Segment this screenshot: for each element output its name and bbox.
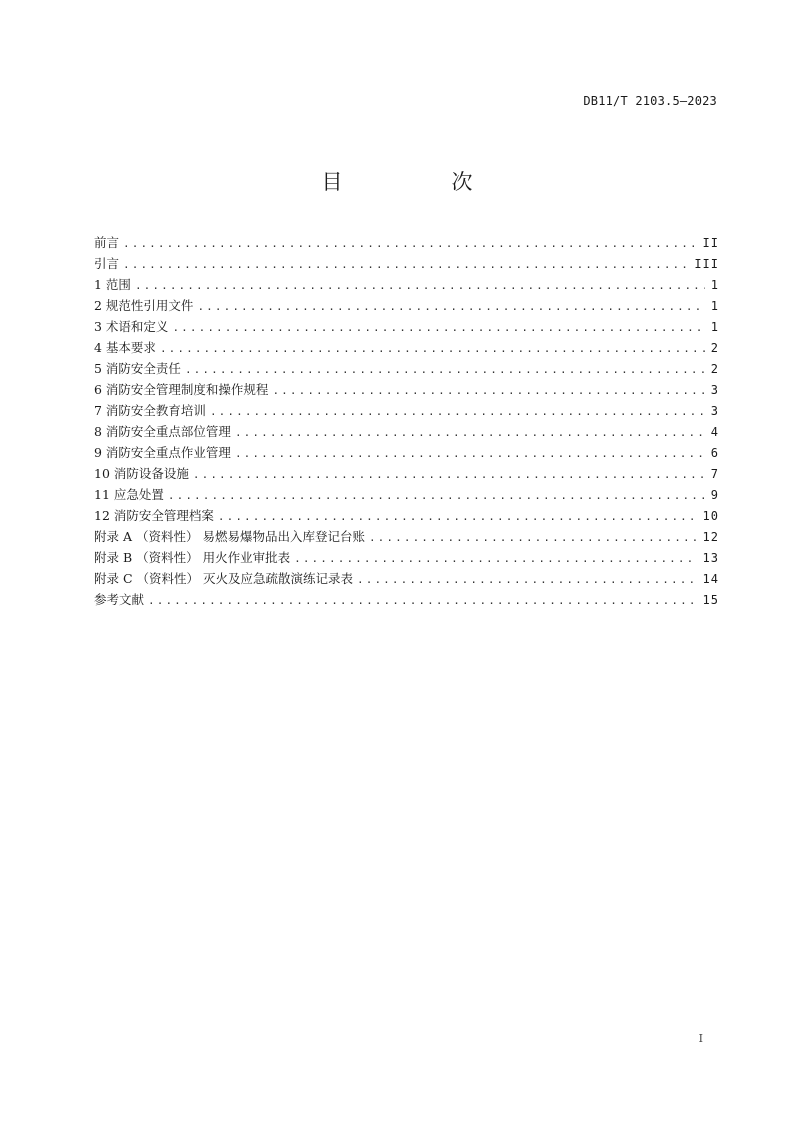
- toc-entry-page: 1: [710, 278, 719, 292]
- toc-entry-label: 9 消防安全重点作业管理: [94, 445, 231, 460]
- toc-entry-label: 5 消防安全责任: [94, 361, 181, 376]
- toc-entry[interactable]: [94, 526, 719, 547]
- toc-entry-label: 11 应急处置: [94, 487, 164, 502]
- toc-entry-label: 12 消防安全管理档案: [94, 508, 214, 523]
- toc-entry-page: II: [702, 236, 719, 250]
- toc-entry-label: 附录 B （资料性） 用火作业审批表: [94, 550, 291, 565]
- toc-entry[interactable]: [94, 295, 719, 316]
- toc-entry[interactable]: [94, 253, 719, 274]
- toc-entry-label: 引言: [94, 256, 120, 271]
- toc-entry-label: 1 范围: [94, 277, 131, 292]
- toc-title: 目 次: [321, 170, 517, 194]
- toc-leader-dots: [148, 590, 697, 611]
- toc-entry-label: 附录 C （资料性） 灭火及应急疏散演练记录表: [94, 571, 353, 586]
- toc-entry-label: 10 消防设备设施: [94, 466, 189, 481]
- toc-entry-page: 10: [702, 509, 719, 523]
- toc-leader-dots: [218, 506, 697, 527]
- toc-leader-dots: [123, 233, 697, 254]
- toc-entry-page: III: [694, 257, 719, 271]
- toc-entry[interactable]: [94, 568, 719, 589]
- toc-entry[interactable]: [94, 589, 719, 610]
- toc-leader-dots: [197, 296, 704, 317]
- toc-entry-page: 7: [710, 467, 719, 481]
- toc-entry-page: 1: [710, 320, 719, 334]
- toc-leader-dots: [235, 422, 705, 443]
- toc-entry[interactable]: [94, 505, 719, 526]
- toc-entry[interactable]: [94, 484, 719, 505]
- toc-leader-dots: [193, 464, 705, 485]
- toc-entry-page: 3: [710, 383, 719, 397]
- toc-leader-dots: [160, 338, 705, 359]
- toc-entry-label: 8 消防安全重点部位管理: [94, 424, 231, 439]
- toc-entry-page: 15: [702, 593, 719, 607]
- toc-entry[interactable]: [94, 400, 719, 421]
- toc-entry-label: 3 术语和定义: [94, 319, 169, 334]
- toc-entry[interactable]: [94, 421, 719, 442]
- toc-leader-dots: [210, 401, 705, 422]
- toc-entry[interactable]: [94, 358, 719, 379]
- toc-leader-dots: [294, 548, 696, 569]
- toc-entry-label: 7 消防安全教育培训: [94, 403, 206, 418]
- toc-leader-dots: [172, 317, 704, 338]
- toc-entry-label: 6 消防安全管理制度和操作规程: [94, 382, 269, 397]
- toc-entry[interactable]: [94, 463, 719, 484]
- toc-entry[interactable]: [94, 316, 719, 337]
- toc-entry[interactable]: [94, 232, 719, 253]
- toc-entry[interactable]: [94, 547, 719, 568]
- toc-entry[interactable]: [94, 379, 719, 400]
- toc-entry-page: 6: [710, 446, 719, 460]
- toc-leader-dots: [357, 569, 697, 590]
- toc-entry-page: 14: [702, 572, 719, 586]
- toc-entry-page: 1: [710, 299, 719, 313]
- toc-entry[interactable]: [94, 442, 719, 463]
- toc-leader-dots: [185, 359, 705, 380]
- toc-entry-label: 附录 A （资料性） 易燃易爆物品出入库登记台账: [94, 529, 365, 544]
- toc-entry-page: 2: [710, 362, 719, 376]
- toc-entry-page: 12: [702, 530, 719, 544]
- document-code: DB11/T 2103.5—2023: [583, 94, 717, 108]
- toc-entry-label: 2 规范性引用文件: [94, 298, 194, 313]
- toc-entry-page: 3: [710, 404, 719, 418]
- toc-leader-dots: [135, 275, 705, 296]
- toc-entry-page: 9: [710, 488, 719, 502]
- toc-entry-label: 前言: [94, 235, 120, 250]
- page-number: I: [698, 1032, 703, 1045]
- toc-entry-label: 4 基本要求: [94, 340, 156, 355]
- toc-leader-dots: [369, 527, 697, 548]
- toc-leader-dots: [168, 485, 705, 506]
- toc-entry-page: 2: [710, 341, 719, 355]
- toc-entry[interactable]: [94, 274, 719, 295]
- toc-leader-dots: [235, 443, 705, 464]
- toc-entry[interactable]: [94, 337, 719, 358]
- toc-entry-label: 参考文献: [94, 592, 145, 607]
- table-of-contents: [94, 232, 719, 610]
- toc-entry-page: 4: [710, 425, 719, 439]
- toc-leader-dots: [123, 254, 688, 275]
- toc-leader-dots: [272, 380, 704, 401]
- toc-entry-page: 13: [702, 551, 719, 565]
